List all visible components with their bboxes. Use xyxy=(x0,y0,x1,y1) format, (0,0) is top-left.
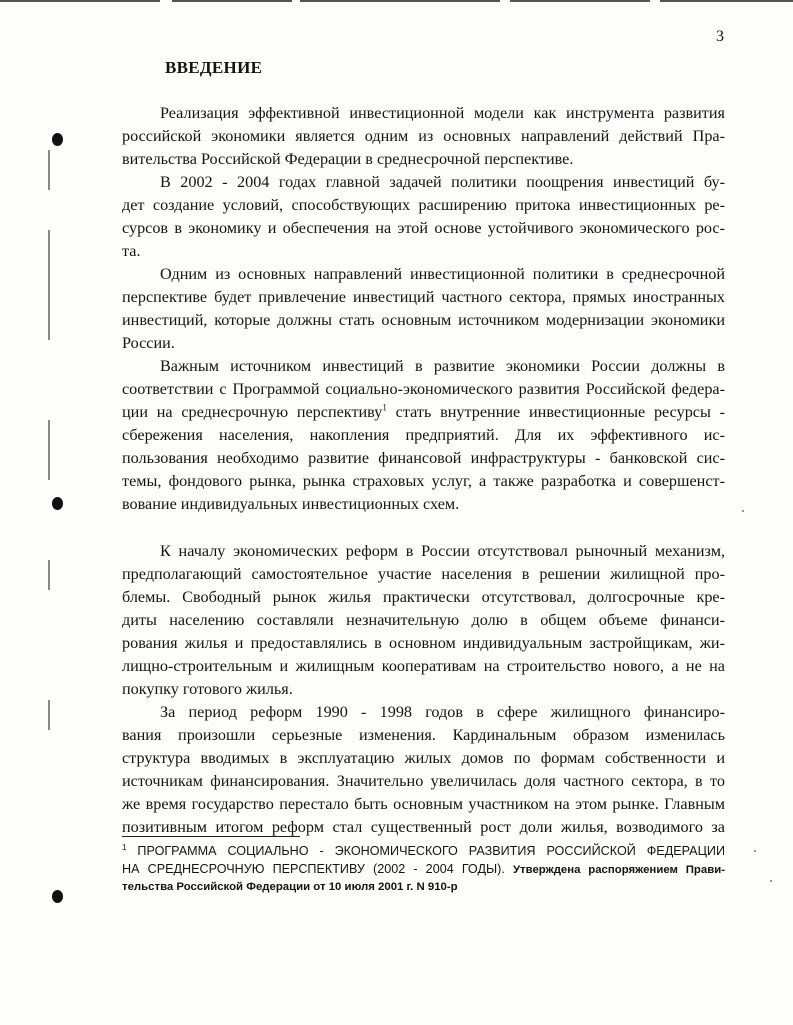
text-line: источникам финансирования. Значительно увеличилась доля частного сектора, в то xyxy=(122,772,725,790)
scan-edge-mark xyxy=(48,150,50,190)
footnote-text: ПРОГРАММА СОЦИАЛЬНО - ЭКОНОМИЧЕСКОГО РАЗВИТИЯ РОССИЙСКОЙ ФЕДЕРАЦИИ xyxy=(137,844,726,858)
text-line: лищно-строительным и жилищным кооперативам на строительство нового, а не на xyxy=(122,657,725,675)
text-line: вания произошли серьезные изменения. Кардинальным образом изменилась xyxy=(122,726,725,744)
footnote-text: НА СРЕДНЕСРОЧНУЮ ПЕРСПЕКТИВУ (2002 - 2004 ГОДЫ). xyxy=(122,862,505,876)
scan-edge-mark xyxy=(48,420,50,480)
text-line: диты населению составляли незначительную долю в общем объеме финанси- xyxy=(122,611,725,629)
footnote-line: тельства Российской Федерации от 10 июля 2001 г. N 910-р xyxy=(122,881,458,893)
text-line: В 2002 - 2004 годах главной задачей политики поощрения инвестиций бу- xyxy=(160,173,725,191)
text-line: Одним из основных направлений инвестиционной политики в среднесрочной xyxy=(160,265,725,283)
text-line: инвестиций, которые должны стать основным источником модернизации экономики xyxy=(122,311,725,329)
text-line: сурсов в экономику и обеспечения на этой основе устойчивого экономического рос- xyxy=(122,219,725,237)
punch-hole xyxy=(52,890,63,903)
text-line: пользования необходимо развитие финансовой инфраструктуры - банковской сис- xyxy=(122,449,725,467)
section-heading: ВВЕДЕНИЕ xyxy=(165,58,263,77)
text-line: структура вводимых в эксплуатацию жилых домов по формам собственности и xyxy=(122,749,725,767)
punch-hole xyxy=(52,133,63,146)
text-line: та. xyxy=(122,242,141,260)
text-line: темы, фондового рынка, рынка страховых услуг, а также разработка и совершенст- xyxy=(122,472,725,490)
text-line: дет создание условий, способствующих расширению притока инвестиционных ре- xyxy=(122,196,725,214)
text-line: российской экономики является одним из основных направлений действий Пра- xyxy=(122,127,725,145)
text-line: вование индивидуальных инвестиционных схем. xyxy=(122,495,460,513)
scan-edge-mark xyxy=(48,560,50,590)
text-line: вительства Российской Федерации в среднесрочной перспективе. xyxy=(122,150,574,168)
footnote-line xyxy=(122,842,725,860)
text-line: позитивным итогом реформ стал существенный рост доли жилья, возводимого за xyxy=(122,818,725,836)
text-line: соответствии с Программой социально-экономического развития Российской федера- xyxy=(122,380,725,398)
text-line-with-footnote xyxy=(122,401,725,423)
text-line: предполагающий самостоятельное участие населения в решении жилищной про- xyxy=(122,565,725,583)
top-border xyxy=(0,0,793,3)
line-part: ции на среднесрочную перспективу xyxy=(122,403,383,421)
scan-speck xyxy=(770,880,772,882)
scan-speck xyxy=(754,850,756,852)
footnote-text: Утверждена распоряжением Прави- xyxy=(512,864,725,876)
text-line: России. xyxy=(122,334,175,352)
scan-edge-mark xyxy=(48,230,50,340)
footnote-separator xyxy=(122,836,300,837)
text-line: Важным источником инвестиций в развитие экономики России должны в xyxy=(160,357,725,375)
text-line: перспективе будет привлечение инвестиций частного сектора, прямых иностранных xyxy=(122,288,725,306)
text-line: За период реформ 1990 - 1998 годов в сфере жилищного финансиро- xyxy=(160,703,725,721)
punch-hole xyxy=(52,497,63,510)
scan-speck xyxy=(742,510,744,512)
text-line: же время государство перестало быть основным участником на этом рынке. Главным xyxy=(122,795,725,813)
text-line: рования жилья и предоставлялись в основном индивидуальным застройщикам, жи- xyxy=(122,634,725,652)
text-line: Реализация эффективной инвестиционной модели как инструмента развития xyxy=(160,104,725,122)
text-line: К началу экономических реформ в России отсутствовал рыночный механизм, xyxy=(160,542,725,560)
scan-edge-mark xyxy=(48,700,50,730)
line-part: стать внутренние инвестиционные ресурсы - xyxy=(395,403,726,421)
text-line: блемы. Свободный рынок жилья практически отсутствовал, долгосрочные кре- xyxy=(122,588,725,606)
footnote-line xyxy=(122,860,725,878)
page-number: 3 xyxy=(716,28,724,45)
footnote-marker: 1 xyxy=(122,842,127,852)
footnote-reference: 1 xyxy=(382,402,387,413)
text-line: сбережения населения, накопления предприятий. Для их эффективного ис- xyxy=(122,426,725,444)
text-line: покупку готового жилья. xyxy=(122,680,293,698)
